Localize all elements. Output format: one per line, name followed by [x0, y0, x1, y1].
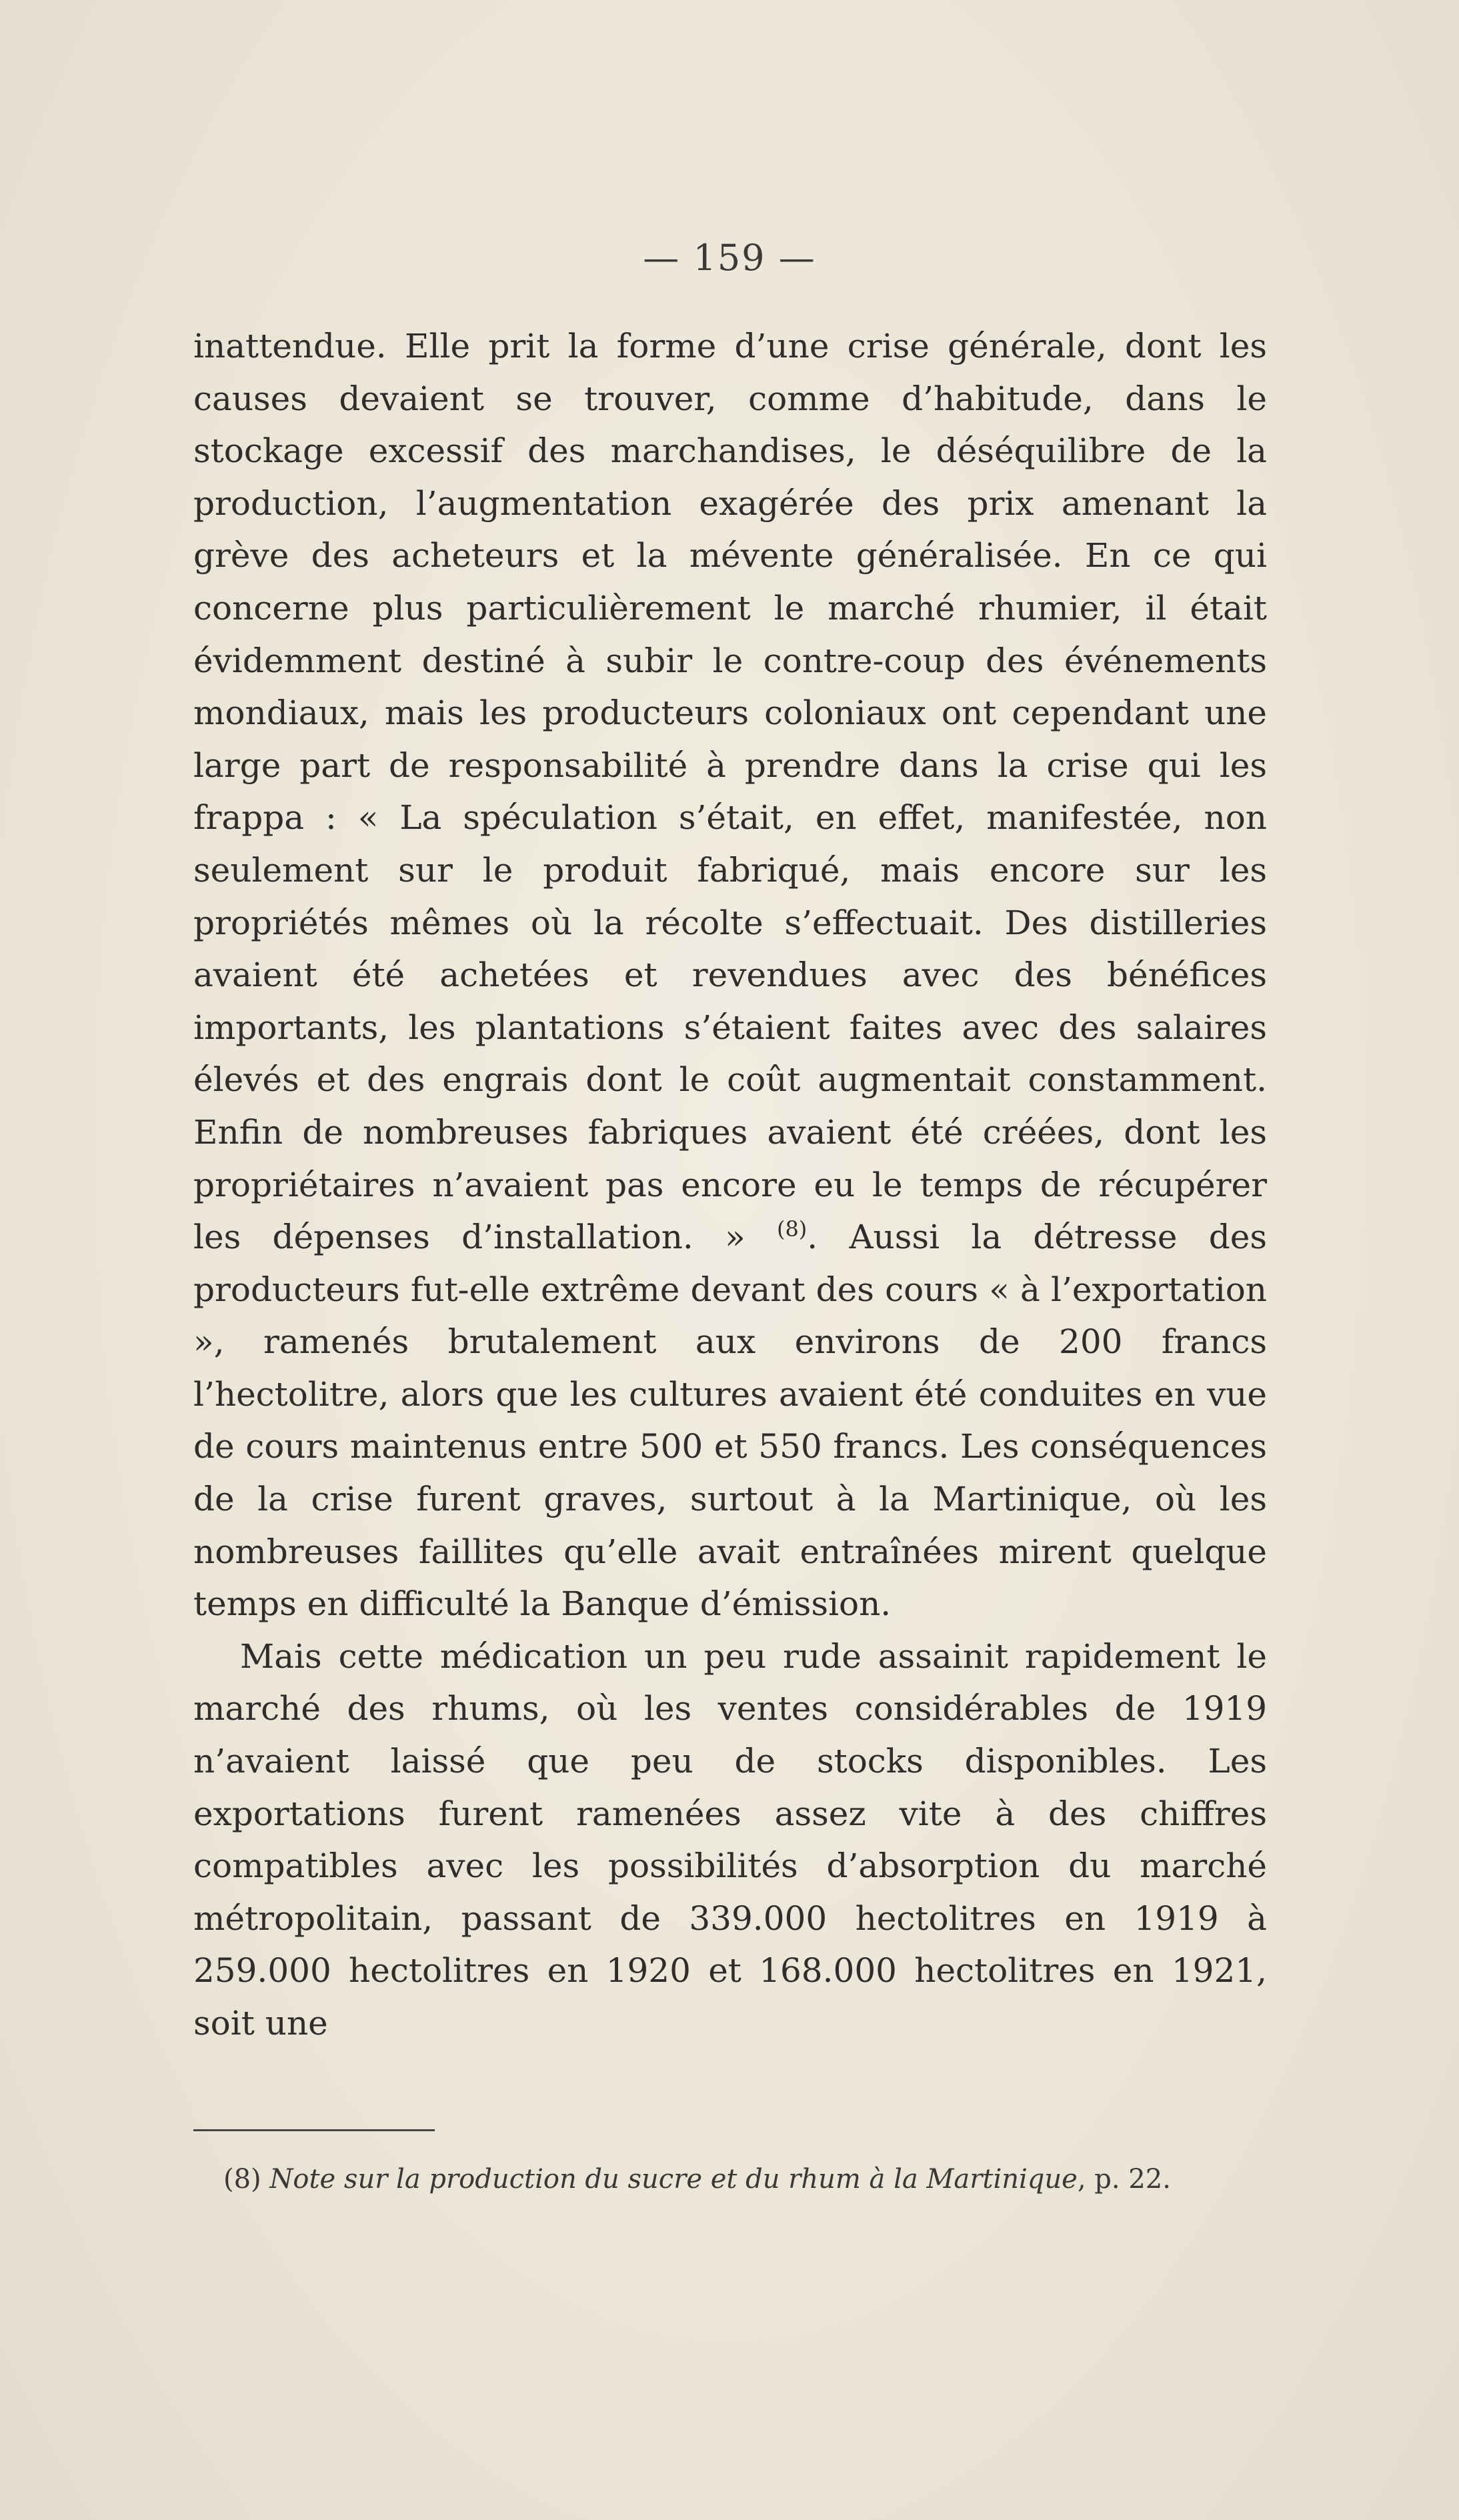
body-text — [193, 320, 1267, 2050]
paragraph-1 — [193, 320, 1267, 1630]
paragraph-1-continuation: . Aussi la détresse des producteurs fut-elle extrême devant des cours « à l’exportation », ramenés brutalement aux environs de 200 francs l’hectolitre, alors que les cultures avaient été conduites en vue de cours maintenus entre 500 et 550 francs. Les conséquences de la crise furent graves, surtout à la Martinique, où les nombreuses faillites qu’elle avait entraînées mirent quelque temps en difficulté la Banque d’émission. — [193, 1218, 1268, 1624]
footnote-page-ref: , p. 22. — [1077, 2164, 1171, 2195]
footnote-number: (8) — [223, 2164, 261, 2195]
footnote-reference: (8) — [776, 1216, 808, 1242]
footnote — [223, 2164, 1290, 2195]
footnote-title: Note sur la production du sucre et du rhum à la Martinique — [269, 2164, 1078, 2195]
footnote-divider — [193, 2129, 435, 2131]
paragraph-2: Mais cette médication un peu rude assainit rapidement le marché des rhums, où les ventes considérables de 1919 n’avaient laissé que peu de stocks disponibles. Les exportations furent ramenées assez vite à des chiffres compatibles avec les possibilités d’absorption du marché métropolitain, passant de 339.000 hectolitres en 1919 à 259.000 hectolitres en 1920 et 168.000 hectolitres en 1921, soit une — [193, 1636, 1267, 2043]
paragraph-1-text: inattendue. Elle prit la forme d’une crise générale, dont les causes devaient se trouver, comme d’habitude, dans le stockage excessif des marchandises, le déséquilibre de la production, l’augmentation exagérée des prix amenant la grève des acheteurs et la mévente généralisée. En ce qui concerne plus particulièrement le marché rhumier, il était évidemment destiné à subir le contre-coup des événements mondiaux, mais les producteurs coloniaux ont cependant une large part de responsabilité à prendre dans la crise qui les frappa : « La spéculation s’était, en effet, manifestée, non seulement sur le produit fabriqué, mais encore sur les propriétés mêmes où la récolte s’effectuait. Des distilleries avaient été achetées et revendues avec des bénéfices importants, les plantations s’étaient faites avec des salaires élevés et des engrais dont le coût augmentait constamment. Enfin de nombreuses fabriques avaient été créées, dont les propriétaires n’avaient pas encore eu le temps de récupérer les dépenses d’installation. » — [193, 327, 1267, 1257]
page-number: — 159 — — [643, 237, 816, 279]
